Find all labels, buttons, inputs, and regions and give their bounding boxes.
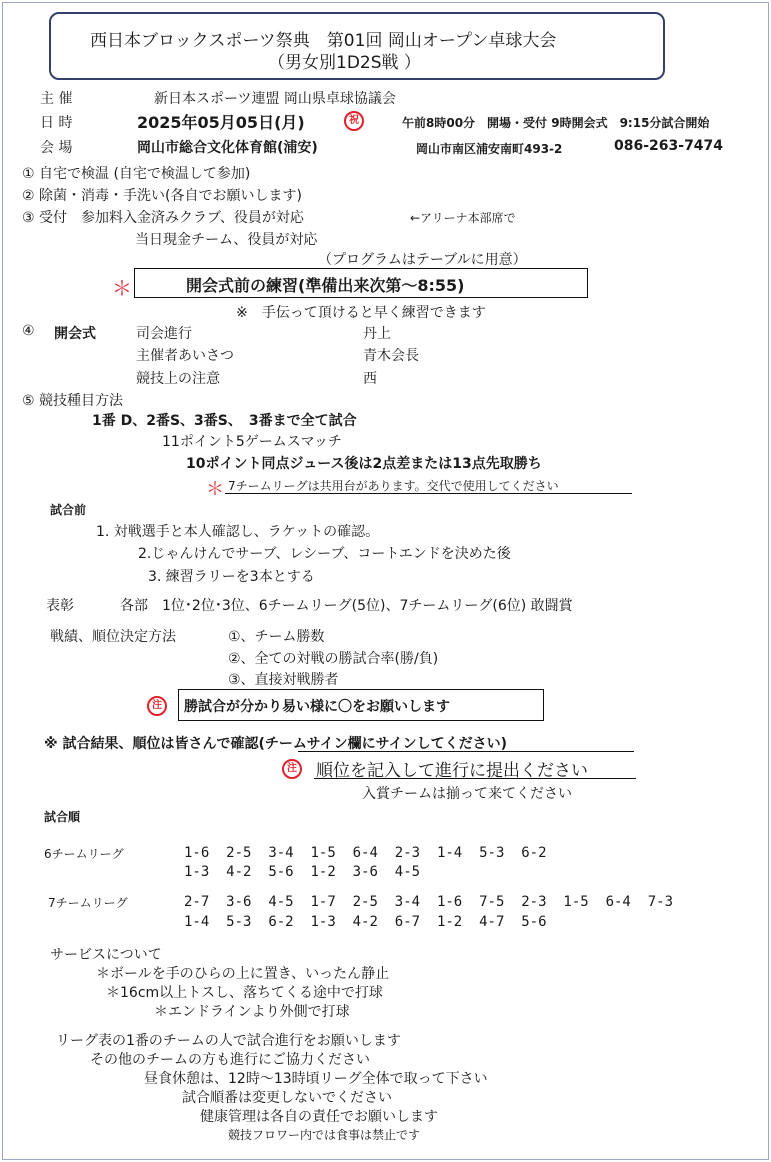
winners-note: 入賞チームは揃って来てください bbox=[362, 786, 572, 802]
ranking-rule-2: ②、全ての対戦の勝試合率(勝/負) bbox=[228, 651, 439, 667]
star-mark: ＊ bbox=[112, 276, 132, 300]
service-rule-1: ＊ボールを手のひらの上に置き、いったん静止 bbox=[96, 966, 390, 982]
title-line-2: （男女別1D2S戦 ） bbox=[268, 53, 421, 73]
ceremony-role-3: 競技上の注意 bbox=[136, 371, 220, 387]
venue-label: 会 場 bbox=[40, 140, 73, 156]
seven-row-2: 1-4 5-3 6-2 1-3 4-2 6-7 1-2 4-7 5-6 bbox=[184, 914, 547, 930]
method-line-2: 11ポイント5ゲームスマッチ bbox=[162, 434, 342, 450]
organizer: 新日本スポーツ連盟 岡山県卓球協議会 bbox=[154, 91, 396, 107]
method-line-4: 7チームリーグは共用台があります。交代で使用してください bbox=[228, 479, 559, 493]
six-row-2: 1-3 4-2 5-6 1-2 3-6 4-5 bbox=[184, 864, 421, 880]
prematch-step-2: 2.じゃんけんでサーブ、レシーブ、コートエンドを決めた後 bbox=[138, 546, 511, 562]
closing-3: 昼食休憩は、12時～13時頃リーグ全体で取って下さい bbox=[144, 1071, 488, 1087]
seven-team-label: 7チームリーグ bbox=[48, 896, 128, 910]
note-2-underline bbox=[314, 778, 636, 779]
practice-note: ※ 手伝って頂けると早く練習できます bbox=[236, 305, 486, 321]
phone: 086-263-7474 bbox=[614, 138, 724, 154]
ceremony-role-2: 主催者あいさつ bbox=[136, 348, 234, 364]
prematch-step-3: 3. 練習ラリーを3本とする bbox=[148, 569, 315, 585]
note-2: 順位を記入して進行に提出ください bbox=[316, 761, 588, 781]
ranking-rule-1: ①、チーム勝数 bbox=[228, 629, 325, 645]
venue: 岡山市総合文化体育館(浦安) bbox=[137, 140, 318, 156]
event-date: 2025年05月05日(月) bbox=[137, 113, 305, 132]
service-heading: サービスについて bbox=[50, 947, 162, 963]
ceremony-label: 開会式 bbox=[54, 326, 96, 342]
schedule: 午前8時00分 開場・受付 9時開会式 9:15分試合開始 bbox=[402, 116, 710, 130]
item-3: ③ 受付 参加料入金済みクラブ、役員が対応 bbox=[22, 210, 304, 226]
closing-6: 競技フロワー内では食事は禁止です bbox=[228, 1128, 421, 1142]
seven-row-1: 2-7 3-6 4-5 1-7 2-5 3-4 1-6 7-5 2-3 1-5 6-4 7-3 bbox=[184, 894, 674, 910]
address: 岡山市南区浦安南町493-2 bbox=[416, 142, 563, 156]
award-label: 表彰 bbox=[46, 598, 74, 614]
method-underline bbox=[225, 493, 632, 494]
ranking-rule-3: ③、直接対戦勝者 bbox=[228, 672, 339, 688]
six-row-1: 1-6 2-5 3-4 1-5 6-4 2-3 1-4 5-3 6-2 bbox=[184, 845, 547, 861]
ceremony-name-2: 青木会長 bbox=[363, 348, 419, 364]
order-heading: 試合順 bbox=[44, 810, 81, 824]
item-2: ② 除菌・消毒・手洗い(各自でお願いします) bbox=[22, 188, 302, 204]
ceremony-name-1: 丹上 bbox=[363, 326, 391, 342]
program-note: （プログラムはテーブルに用意） bbox=[318, 252, 527, 268]
method-heading: ⑤ 競技種目方法 bbox=[22, 393, 124, 409]
date-label: 日 時 bbox=[40, 115, 73, 131]
service-rule-2: ＊16cm以上トスし、落ちてくる途中で打球 bbox=[106, 985, 383, 1001]
prematch-step-1: 1. 対戦選手と本人確認し、ラケットの確認。 bbox=[96, 524, 380, 540]
item-3-arrow: ←アリーナ本部席で bbox=[410, 211, 516, 225]
note-mark-2: 注 bbox=[282, 759, 302, 779]
ceremony-name-3: 西 bbox=[363, 371, 377, 387]
ceremony-role-1: 司会進行 bbox=[136, 326, 192, 342]
six-team-label: 6チームリーグ bbox=[44, 847, 124, 861]
ceremony-num: ④ bbox=[22, 323, 35, 339]
closing-4: 試合順番は変更しないでください bbox=[182, 1090, 392, 1106]
service-rule-3: ＊エンドラインより外側で打球 bbox=[154, 1004, 350, 1020]
note-mark-1: 注 bbox=[147, 696, 167, 716]
note-1: 勝試合が分かり易い様に〇をお願いします bbox=[184, 699, 450, 715]
confirm-note: ※ 試合結果、順位は皆さんで確認(チームサイン欄にサインしてください) bbox=[44, 736, 508, 752]
confirm-underline bbox=[298, 751, 634, 752]
holiday-mark: 祝 bbox=[344, 111, 364, 131]
practice-text: 開会式前の練習(準備出来次第～8:55) bbox=[186, 276, 465, 295]
closing-1: リーグ表の1番のチームの人で試合進行をお願いします bbox=[56, 1033, 401, 1049]
six-team-order bbox=[184, 845, 547, 861]
method-line-1: 1番 D、2番S、3番S、 3番まで全て試合 bbox=[92, 413, 357, 429]
prematch-heading: 試合前 bbox=[50, 503, 87, 517]
item-3b: 当日現金チーム、役員が対応 bbox=[135, 232, 318, 248]
title-line-1: 西日本ブロックスポーツ祭典 第01回 岡山オープン卓球大会 bbox=[90, 31, 557, 51]
organizer-label: 主 催 bbox=[40, 91, 73, 107]
closing-5: 健康管理は各自の責任でお願いします bbox=[200, 1109, 438, 1125]
method-star: ＊ bbox=[206, 479, 224, 500]
ranking-label: 戦績、順位決定方法 bbox=[50, 629, 176, 645]
award-text: 各部 1位･2位･3位、6チームリーグ(5位)、7チームリーグ(6位) 敢闘賞 bbox=[120, 598, 573, 614]
item-1: ① 自宅で検温 (自宅で検温して参加) bbox=[22, 166, 251, 182]
method-line-3: 10ポイント同点ジュース後は2点差または13点先取勝ち bbox=[186, 456, 542, 472]
closing-2: その他のチームの方も進行にご協力ください bbox=[90, 1052, 370, 1068]
